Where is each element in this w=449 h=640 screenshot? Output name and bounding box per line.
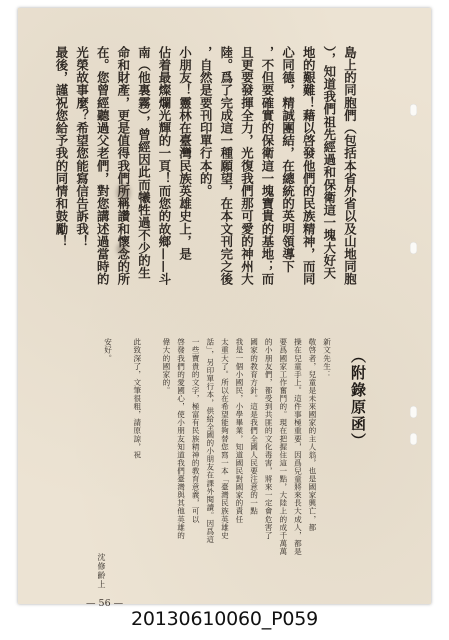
appendix-title: （附錄原函） <box>349 348 367 450</box>
text-column: 且更要發揮全力，光復我們那可愛的神州大 <box>239 46 255 286</box>
text-column: ），知道我們祖先經過和保衛這一塊大好天 <box>321 46 337 280</box>
text-column: 此致深了，文筆很粗，請原諒，祝 <box>132 338 142 459</box>
text-column: 啓發我們的愛國心，使小朋友知道我們臺灣與其他英雄的 <box>176 338 186 540</box>
text-column: 偉大的國家的。 <box>161 338 171 395</box>
text-column: 新文先生： <box>322 338 332 379</box>
ink-stain <box>117 184 130 201</box>
text-column: 我是一個小國民，小學畢業，知道國民對國家的責任 <box>234 338 244 524</box>
binding-hole <box>410 433 417 445</box>
text-column: 在。您曾經聽過父老們，對您講述過當時的 <box>95 46 111 286</box>
text-column: 陸。爲了完成這一種願望，在本文刊完之後 <box>218 46 234 286</box>
signature: 沈修齡上 <box>97 553 106 589</box>
text-column: 太重大了。所以在希望能夠替您寫一本「臺灣民族英雄史 <box>220 338 230 540</box>
text-column: 的小朋友們，都受到共匪的文化毒害，將來一定會危害了 <box>264 338 274 540</box>
binding-hole <box>410 406 417 418</box>
text-column: 佔着最燦爛光輝的一頁！而您的故鄉——斗 <box>157 46 172 286</box>
page-number: — 56 — <box>86 598 124 609</box>
text-column: 命和財產，更是值得我們所稱讚和懷念的所 <box>115 46 131 286</box>
archive-id-caption: 20130610060_P059 <box>131 608 318 630</box>
text-column: 國家的教育方針。這是我們全國人民要注意的一點 <box>249 338 259 516</box>
text-column: 光榮故事麼？希望您能寫信告訴我！ <box>74 46 90 248</box>
text-column: 一些寶貴的文字，極富有民族精神的教育意義，可以 <box>191 338 201 524</box>
text-column: ，不但要確實的保衛這一塊寶貴的基地；而 <box>260 46 275 286</box>
document-page <box>18 8 431 609</box>
text-column: 南（他裏霧），曾經因此而犧牲過不少的生 <box>136 46 152 280</box>
ink-stain <box>117 243 127 255</box>
text-column: 島上的同胞們（包括本省外省以及山地同胞 <box>342 46 358 286</box>
binding-hole <box>410 242 417 254</box>
text-column: 最後，謹祝您給予我的同情和鼓勵！ <box>54 46 69 248</box>
text-column: 操在兒童手上。這件事極重要，因爲兒童將來長大成人，都是 <box>293 338 303 556</box>
text-column: 心同德，精誠團結，在總統的英明領導下 <box>280 46 296 273</box>
text-column: 敬啓者，兒童是未來國家的主人翁，也是國家興亡，都 <box>307 338 317 532</box>
text-column: 要爲國家工作奮鬥的。現在把握住這一點，大陸上的成千萬萬 <box>278 338 288 556</box>
text-column: 安好。 <box>103 338 113 363</box>
text-column: 小朋友！靈林在臺灣民族英雄史上，是 <box>177 46 193 261</box>
text-column: 話」，另印單行本，供給全國的小朋友在課外閱讀。因爲這 <box>205 338 215 544</box>
text-column: ，自然是要刊印單行本的。 <box>198 46 214 198</box>
binding-hole <box>410 104 417 116</box>
text-column: 地的艱難！藉以啓發他們的民族精神，而同 <box>301 46 317 286</box>
